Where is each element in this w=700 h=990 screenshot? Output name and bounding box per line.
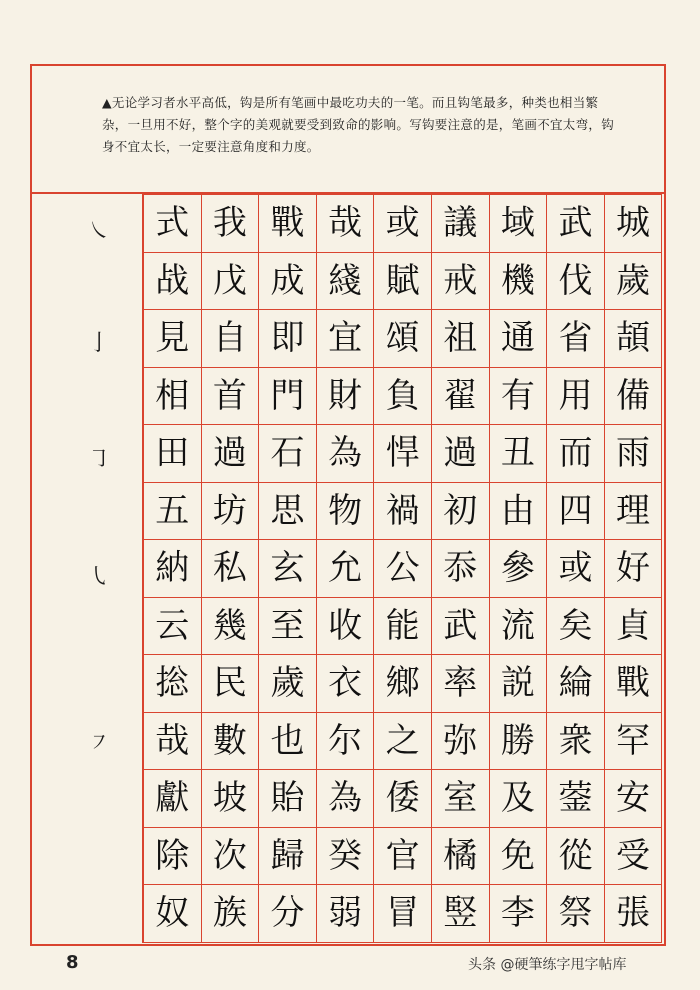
grid-cell: 田 [144, 425, 202, 483]
grid-cell: 四 [547, 483, 605, 541]
grid-cell: 有 [490, 368, 548, 426]
instruction-body: ▲无论学习者水平高低，钩是所有笔画中最吃功夫的一笔。而且钩笔最多，种类也相当繁杂，一旦用不好，整个字的美观就要受到致命的影响。写钩要注意的是，笔画不宜太弯，钩身不宜太长，一定要注意角度和力度。 [102, 95, 615, 154]
grid-cell: 受 [605, 828, 663, 886]
grid-cell: 弥 [432, 713, 490, 771]
grid-cell: 坡 [202, 770, 260, 828]
stroke-glyph: ㇂ [87, 565, 110, 590]
grid-cell: 成 [259, 253, 317, 311]
grid-cell: 貽 [259, 770, 317, 828]
stroke-glyph: ㇇ [87, 731, 110, 756]
grid-cell: 戰 [605, 655, 663, 713]
watermark: 头条 @硬筆练字甩字帖库 [468, 957, 627, 973]
grid-cell: 倭 [374, 770, 432, 828]
grid-cell: 公 [374, 540, 432, 598]
grid-cell: 罕 [605, 713, 663, 771]
grid-cell: 首 [202, 368, 260, 426]
grid-cell: 忝 [432, 540, 490, 598]
grid-cell: 備 [605, 368, 663, 426]
grid-cell: 用 [547, 368, 605, 426]
grid-cell: 战 [144, 253, 202, 311]
grid-cell: 幾 [202, 598, 260, 656]
grid-cell: 室 [432, 770, 490, 828]
grid-cell: 負 [374, 368, 432, 426]
grid-cell: 過 [432, 425, 490, 483]
grid-cell: 城 [605, 195, 663, 253]
grid-cell: 見 [144, 310, 202, 368]
page-number: 8 [66, 952, 79, 973]
grid-cell: 民 [202, 655, 260, 713]
grid-cell: 族 [202, 885, 260, 943]
grid-cell: 哉 [317, 195, 375, 253]
grid-cell: 云 [144, 598, 202, 656]
grid-cell: 貞 [605, 598, 663, 656]
grid-cell: 玄 [259, 540, 317, 598]
grid-cell: 綫 [317, 253, 375, 311]
grid-cell: 及 [490, 770, 548, 828]
grid-cell: 私 [202, 540, 260, 598]
grid-cell: 除 [144, 828, 202, 886]
grid-cell: 翟 [432, 368, 490, 426]
grid-cell: 收 [317, 598, 375, 656]
grid-cell: 衆 [547, 713, 605, 771]
grid-cell: 安 [605, 770, 663, 828]
grid-cell: 理 [605, 483, 663, 541]
grid-cell: 賦 [374, 253, 432, 311]
grid-cell: 哉 [144, 713, 202, 771]
grid-cell: 流 [490, 598, 548, 656]
grid-cell: 頡 [605, 310, 663, 368]
grid-cell: 通 [490, 310, 548, 368]
grid-cell: 官 [374, 828, 432, 886]
stroke-glyph: ㇏ [87, 219, 110, 244]
grid-cell: 丑 [490, 425, 548, 483]
grid-cell: 率 [432, 655, 490, 713]
grid-cell: 弱 [317, 885, 375, 943]
grid-cell: 我 [202, 195, 260, 253]
grid-cell: 橘 [432, 828, 490, 886]
grid-cell: 戒 [432, 253, 490, 311]
stroke-glyph: 亅 [87, 331, 110, 356]
stroke-glyph: ㇆ [87, 447, 110, 472]
grid-cell: 思 [259, 483, 317, 541]
grid-cell: 過 [202, 425, 260, 483]
grid-cell: 免 [490, 828, 548, 886]
grid-cell: 獻 [144, 770, 202, 828]
grid-cell: 之 [374, 713, 432, 771]
grid-cell: 雨 [605, 425, 663, 483]
grid-cell: 竪 [432, 885, 490, 943]
grid-cell: 為 [317, 425, 375, 483]
grid-cell: 勝 [490, 713, 548, 771]
grid-cell: 鄉 [374, 655, 432, 713]
grid-cell: 衣 [317, 655, 375, 713]
grid-cell: 議 [432, 195, 490, 253]
grid-cell: 域 [490, 195, 548, 253]
grid-cell: 而 [547, 425, 605, 483]
grid-cell: 矣 [547, 598, 605, 656]
grid-cell: 好 [605, 540, 663, 598]
grid-cell: 由 [490, 483, 548, 541]
grid-cell: 自 [202, 310, 260, 368]
grid-cell: 武 [432, 598, 490, 656]
grid-cell: 允 [317, 540, 375, 598]
grid-cell: 省 [547, 310, 605, 368]
grid-cell: 財 [317, 368, 375, 426]
grid-cell: 歲 [605, 253, 663, 311]
grid-cell: 戊 [202, 253, 260, 311]
grid-cell: 歲 [259, 655, 317, 713]
grid-cell: 奴 [144, 885, 202, 943]
grid-cell: 冒 [374, 885, 432, 943]
grid-cell: 能 [374, 598, 432, 656]
grid-cell: 相 [144, 368, 202, 426]
grid-cell: 即 [259, 310, 317, 368]
grid-cell: 伐 [547, 253, 605, 311]
grid-cell: 至 [259, 598, 317, 656]
grid-cell: 參 [490, 540, 548, 598]
instruction-text [32, 66, 664, 194]
grid-cell: 宜 [317, 310, 375, 368]
stroke-reference-column [32, 194, 142, 944]
grid-cell: 五 [144, 483, 202, 541]
grid-cell: 悍 [374, 425, 432, 483]
grid-cell: 次 [202, 828, 260, 886]
grid-cell: 武 [547, 195, 605, 253]
grid-cell: 蓥 [547, 770, 605, 828]
grid-cell: 納 [144, 540, 202, 598]
character-practice-grid [142, 194, 662, 943]
grid-cell: 初 [432, 483, 490, 541]
grid-cell: 歸 [259, 828, 317, 886]
grid-cell: 癸 [317, 828, 375, 886]
grid-cell: 説 [490, 655, 548, 713]
grid-cell: 為 [317, 770, 375, 828]
grid-cell: 式 [144, 195, 202, 253]
grid-cell: 物 [317, 483, 375, 541]
grid-cell: 或 [374, 195, 432, 253]
grid-cell: 戰 [259, 195, 317, 253]
grid-cell: 張 [605, 885, 663, 943]
grid-cell: 捴 [144, 655, 202, 713]
grid-cell: 機 [490, 253, 548, 311]
grid-cell: 或 [547, 540, 605, 598]
grid-cell: 頌 [374, 310, 432, 368]
grid-cell: 祖 [432, 310, 490, 368]
grid-cell: 坊 [202, 483, 260, 541]
grid-cell: 尔 [317, 713, 375, 771]
grid-cell: 李 [490, 885, 548, 943]
grid-cell: 分 [259, 885, 317, 943]
grid-cell: 從 [547, 828, 605, 886]
grid-cell: 石 [259, 425, 317, 483]
grid-cell: 也 [259, 713, 317, 771]
grid-cell: 祭 [547, 885, 605, 943]
grid-cell: 綸 [547, 655, 605, 713]
grid-cell: 數 [202, 713, 260, 771]
grid-cell: 門 [259, 368, 317, 426]
grid-cell: 禍 [374, 483, 432, 541]
